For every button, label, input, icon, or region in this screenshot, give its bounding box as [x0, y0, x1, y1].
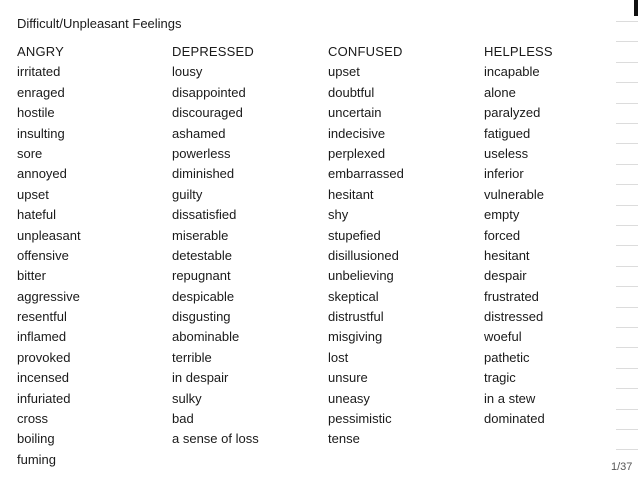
- feeling-word: miserable: [172, 227, 229, 243]
- feeling-word: dominated: [484, 411, 545, 427]
- feeling-word: enraged: [17, 84, 65, 100]
- edge-divider: [616, 143, 638, 144]
- slide-edge-strip: [612, 0, 638, 479]
- edge-divider: [616, 266, 638, 267]
- edge-divider: [616, 184, 638, 185]
- feeling-word: boiling: [17, 431, 55, 447]
- edge-divider: [616, 429, 638, 430]
- edge-divider: [616, 409, 638, 410]
- feeling-word: hostile: [17, 105, 55, 121]
- edge-divider: [616, 225, 638, 226]
- feeling-word: hesitant: [484, 247, 530, 263]
- feeling-word: uneasy: [328, 390, 370, 406]
- feeling-word: shy: [328, 207, 349, 223]
- feeling-word: discouraged: [172, 105, 243, 121]
- feeling-word: despair: [484, 268, 527, 284]
- feeling-word: bad: [172, 411, 194, 427]
- feeling-word: pessimistic: [328, 411, 392, 427]
- feelings-table: [17, 42, 604, 470]
- feeling-word: aggressive: [17, 288, 80, 304]
- feeling-word: incapable: [484, 64, 540, 80]
- feeling-word: abominable: [172, 329, 240, 345]
- edge-divider: [616, 103, 638, 104]
- feeling-word: paralyzed: [484, 105, 541, 121]
- edge-divider: [616, 368, 638, 369]
- feeling-word: disgusting: [172, 309, 231, 325]
- feeling-word: indecisive: [328, 125, 386, 141]
- feeling-word: woeful: [484, 329, 522, 345]
- column-header: HELPLESS: [484, 44, 553, 59]
- feeling-word: tense: [328, 431, 360, 447]
- page-number: 1/37: [611, 461, 633, 473]
- feeling-word: fatigued: [484, 125, 531, 141]
- column-header: CONFUSED: [328, 44, 403, 59]
- feeling-word: sulky: [172, 390, 202, 406]
- edge-divider: [616, 205, 638, 206]
- feeling-word: distressed: [484, 309, 544, 325]
- feeling-word: unbelieving: [328, 268, 394, 284]
- feeling-word: provoked: [17, 349, 71, 365]
- column-confused: [328, 42, 484, 470]
- feeling-word: inflamed: [17, 329, 67, 345]
- feeling-word: stupefied: [328, 227, 381, 243]
- feeling-word: a sense of loss: [172, 431, 259, 447]
- feeling-word: guilty: [172, 186, 203, 202]
- feeling-word: irritated: [17, 64, 61, 80]
- feeling-word: uncertain: [328, 105, 382, 121]
- edge-divider: [616, 21, 638, 22]
- edge-divider: [616, 62, 638, 63]
- feeling-word: vulnerable: [484, 186, 544, 202]
- feeling-word: dissatisfied: [172, 207, 237, 223]
- feeling-word: unsure: [328, 370, 368, 386]
- edge-divider: [616, 123, 638, 124]
- feeling-word: despicable: [172, 288, 235, 304]
- feeling-word: lost: [328, 349, 349, 365]
- column-depressed: [172, 42, 328, 470]
- edge-divider: [616, 164, 638, 165]
- feeling-word: upset: [328, 64, 360, 80]
- feeling-word: skeptical: [328, 288, 379, 304]
- feeling-word: alone: [484, 84, 516, 100]
- feeling-word: hateful: [17, 207, 57, 223]
- edge-divider: [616, 327, 638, 328]
- feeling-word: bitter: [17, 268, 46, 284]
- feeling-word: ashamed: [172, 125, 226, 141]
- edge-divider: [616, 449, 638, 450]
- column-helpless: [484, 42, 604, 470]
- feeling-word: unpleasant: [17, 227, 81, 243]
- feeling-word: forced: [484, 227, 521, 243]
- feeling-word: distrustful: [328, 309, 384, 325]
- edge-divider: [616, 347, 638, 348]
- edge-divider: [616, 245, 638, 246]
- feeling-word: powerless: [172, 145, 231, 161]
- feeling-word: frustrated: [484, 288, 539, 304]
- feeling-word: offensive: [17, 247, 69, 263]
- feeling-word: misgiving: [328, 329, 383, 345]
- feeling-word: hesitant: [328, 186, 374, 202]
- feeling-word: useless: [484, 145, 529, 161]
- feeling-word: incensed: [17, 370, 70, 386]
- column-header: DEPRESSED: [172, 44, 254, 59]
- feeling-word: disillusioned: [328, 247, 399, 263]
- feeling-word: annoyed: [17, 166, 67, 182]
- feeling-word: infuriated: [17, 390, 71, 406]
- feeling-word: embarrassed: [328, 166, 404, 182]
- feeling-word: in a stew: [484, 390, 536, 406]
- feeling-word: cross: [17, 411, 49, 427]
- feeling-word: repugnant: [172, 268, 231, 284]
- feeling-word: inferior: [484, 166, 524, 182]
- feeling-word: empty: [484, 207, 520, 223]
- feeling-word: terrible: [172, 349, 212, 365]
- feeling-word: pathetic: [484, 349, 530, 365]
- scroll-marker: [634, 0, 638, 16]
- edge-divider: [616, 286, 638, 287]
- feeling-word: resentful: [17, 309, 67, 325]
- column-header: ANGRY: [17, 44, 64, 59]
- feeling-word: diminished: [172, 166, 235, 182]
- edge-divider: [616, 41, 638, 42]
- feeling-word: detestable: [172, 247, 232, 263]
- feeling-word: in despair: [172, 370, 229, 386]
- edge-divider: [616, 388, 638, 389]
- page-title: Difficult/Unpleasant Feelings: [17, 16, 182, 31]
- feeling-word: insulting: [17, 125, 65, 141]
- feeling-word: perplexed: [328, 145, 386, 161]
- feeling-word: lousy: [172, 64, 203, 80]
- feeling-word: doubtful: [328, 84, 375, 100]
- feeling-word: tragic: [484, 370, 516, 386]
- edge-divider: [616, 82, 638, 83]
- feeling-word: fuming: [17, 451, 57, 467]
- column-angry: [17, 42, 172, 470]
- feeling-word: sore: [17, 145, 43, 161]
- feeling-word: upset: [17, 186, 49, 202]
- edge-divider: [616, 307, 638, 308]
- feeling-word: disappointed: [172, 84, 246, 100]
